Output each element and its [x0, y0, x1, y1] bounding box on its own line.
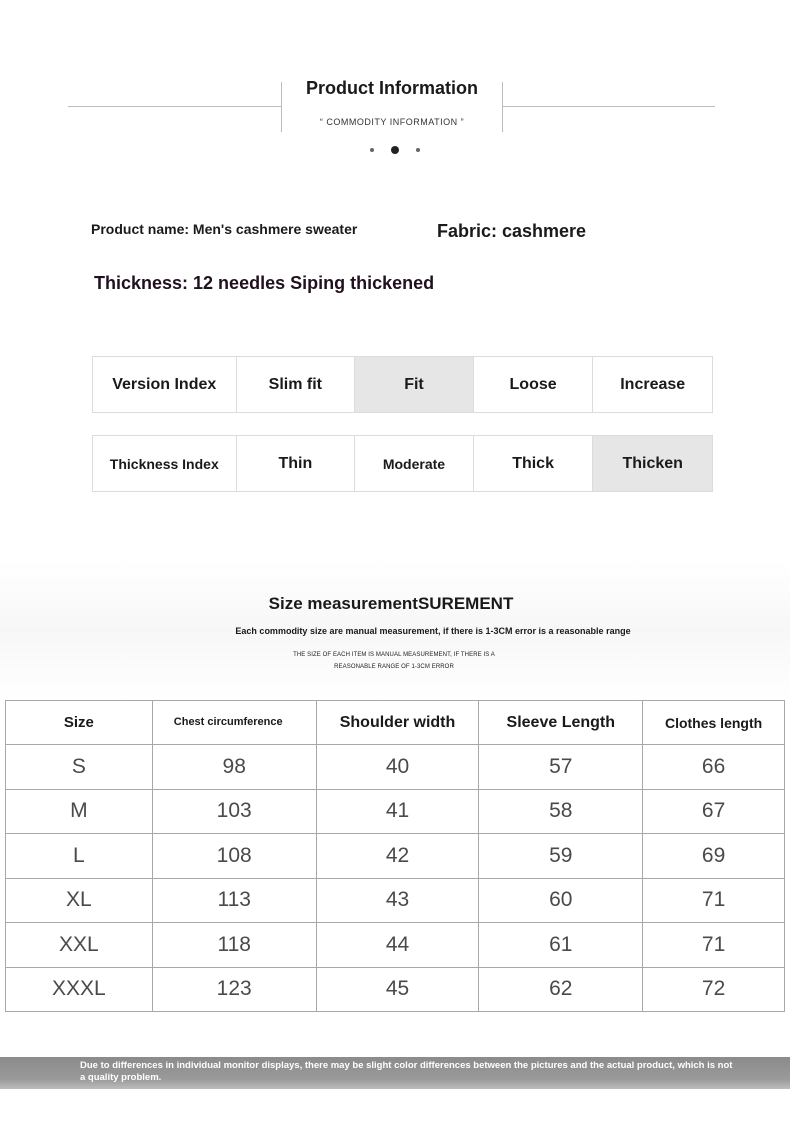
cell-sleeve: 58: [479, 789, 643, 834]
cell-shoulder: 41: [316, 789, 479, 834]
cell-clothes: 67: [643, 789, 785, 834]
cell-chest: 108: [152, 834, 316, 879]
product-thickness: Thickness: 12 needles Siping thickened: [94, 273, 435, 293]
cell-shoulder: 42: [316, 834, 479, 879]
cell-shoulder: 44: [316, 923, 479, 968]
cell-size: S: [6, 745, 153, 790]
cell-shoulder: 45: [316, 967, 479, 1012]
header-size: Size: [6, 701, 153, 745]
version-option-increase: Increase: [620, 375, 686, 393]
cell-chest: 118: [152, 923, 316, 968]
size-section-note-en-1: THE SIZE OF EACH ITEM IS MANUAL MEASUREMENT, IF THERE IS A: [293, 652, 495, 658]
cell-chest: 98: [152, 745, 316, 790]
thickness-index-label: Thickness Index: [93, 436, 237, 491]
cell-size: M: [6, 789, 153, 834]
cell-sleeve: 62: [479, 967, 643, 1012]
page-title: Product Information: [306, 78, 478, 98]
cell-sleeve: 57: [479, 745, 643, 790]
table-row: [6, 967, 785, 1012]
cell-clothes: 69: [643, 834, 785, 879]
cell-sleeve: 60: [479, 878, 643, 923]
size-section-title: Size measurementSUREMENT: [268, 594, 514, 613]
cell-clothes: 71: [643, 923, 785, 968]
cell-clothes: 71: [643, 878, 785, 923]
size-table-header-row: [6, 701, 785, 745]
table-row: [6, 789, 785, 834]
cell-chest: 103: [152, 789, 316, 834]
version-index-table: [92, 356, 713, 413]
page-subtitle: “ COMMODITY INFORMATION ”: [319, 117, 465, 127]
cell-size: L: [6, 834, 153, 879]
table-row: [6, 878, 785, 923]
cell-chest: 113: [152, 878, 316, 923]
header-tick-right: [502, 82, 503, 132]
cell-clothes: 72: [643, 967, 785, 1012]
size-section-note: Each commodity size are manual measurement, if there is 1-3CM error is a reasonable range: [235, 626, 631, 636]
product-fabric: Fabric: cashmere: [437, 221, 587, 241]
dot-icon: [416, 148, 420, 152]
header-shoulder: Shoulder width: [316, 701, 479, 745]
dot-icon: [370, 148, 374, 152]
table-row: [6, 745, 785, 790]
table-row: [6, 923, 785, 968]
cell-sleeve: 59: [479, 834, 643, 879]
decorative-dots: [370, 144, 420, 156]
thickness-index-table: [92, 435, 713, 492]
cell-size: XXL: [6, 923, 153, 968]
cell-shoulder: 40: [316, 745, 479, 790]
version-index-label: Version Index: [93, 357, 237, 412]
header-clothes: Clothes length: [643, 701, 785, 745]
header-divider-left: [68, 106, 282, 107]
size-table: [5, 700, 785, 1012]
version-option-slim-fit: Slim fit: [237, 357, 356, 412]
dot-icon: [391, 146, 399, 154]
thickness-option-thicken: Thicken: [593, 436, 712, 491]
cell-size: XXXL: [6, 967, 153, 1012]
cell-chest: 123: [152, 967, 316, 1012]
header-chest: Chest circumference: [152, 701, 316, 745]
version-option-loose: Loose: [474, 357, 594, 412]
cell-size: XL: [6, 878, 153, 923]
header-divider-right: [502, 106, 715, 107]
cell-shoulder: 43: [316, 878, 479, 923]
thickness-option-thin: Thin: [237, 436, 356, 491]
thickness-option-thick: Thick: [474, 436, 594, 491]
cell-sleeve: 61: [479, 923, 643, 968]
header-sleeve: Sleeve Length: [479, 701, 643, 745]
disclaimer-text: Due to differences in individual monitor displays, there may be slight color differences between the pictures and the actual product, which is not a quality problem.: [80, 1060, 733, 1083]
thickness-option-moderate: Moderate: [355, 436, 474, 491]
table-row: [6, 834, 785, 879]
product-name: Product name: Men's cashmere sweater: [91, 221, 358, 237]
version-option-fit: Fit: [355, 357, 474, 412]
cell-clothes: 66: [643, 745, 785, 790]
size-section-note-en-2: REASONABLE RANGE OF 1-3CM ERROR: [334, 664, 454, 670]
